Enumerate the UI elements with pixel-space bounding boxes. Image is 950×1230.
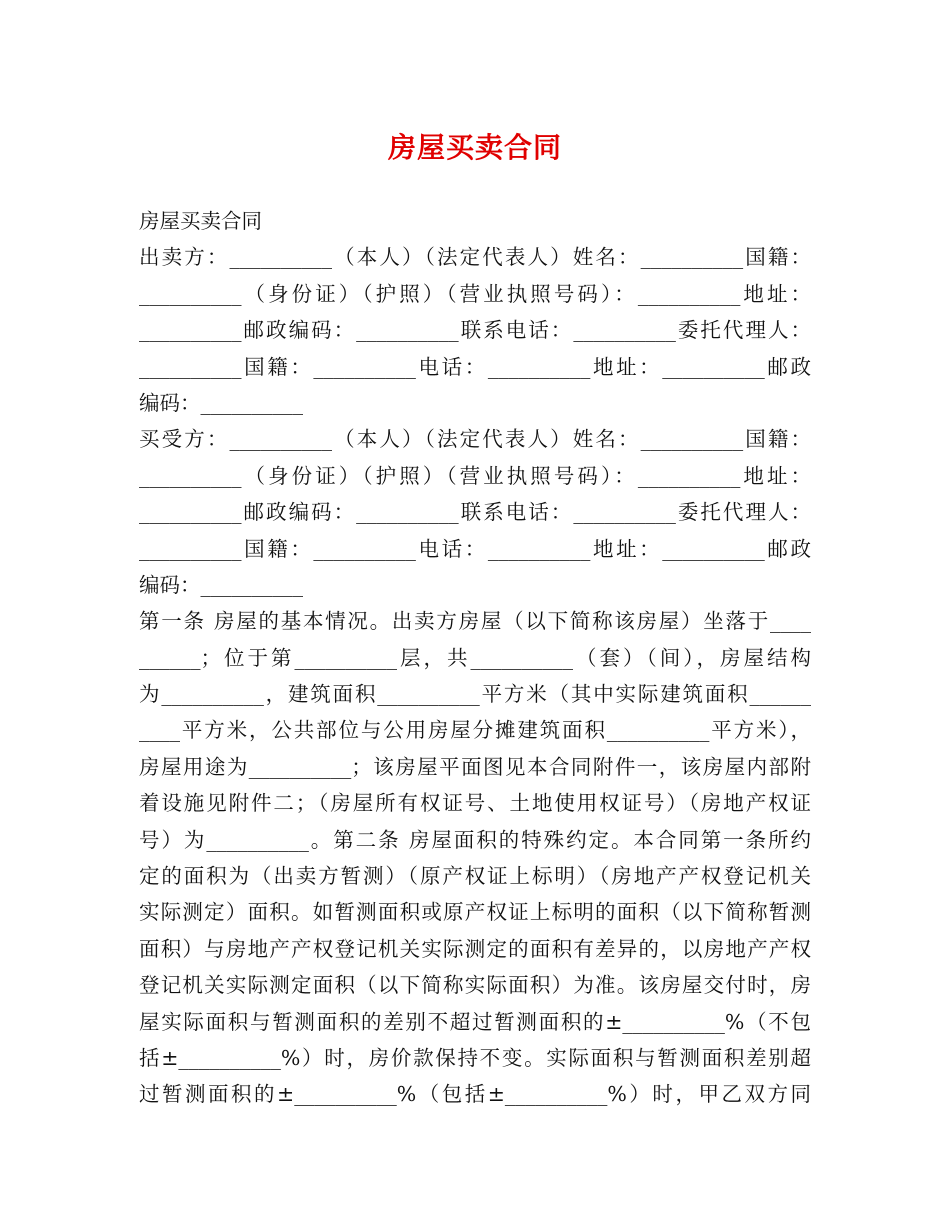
document-title: 房屋买卖合同: [387, 131, 562, 164]
body-line: ____平方米，公共部位与公用房屋分摊建筑面积__________平方米），: [139, 718, 811, 743]
body-line: 面积）与房地产产权登记机关实际测定的面积有差异的，以房地产产权: [139, 936, 811, 961]
body-line: 括±__________%）时，房价款保持不变。实际面积与暂测面积差别超: [139, 1045, 811, 1070]
body-line: ______；位于第__________层，共__________（套）（间），房屋结构: [139, 645, 811, 670]
body-line: 编码：__________: [139, 390, 303, 415]
body-line: 实际测定）面积。如暂测面积或原产权证上标明的面积（以下简称暂测: [139, 900, 811, 925]
body-line: 着设施见附件二；（房屋所有权证号、土地使用权证号）（房地产权证: [139, 791, 811, 816]
body-line: 房屋用途为__________；该房屋平面图见本合同附件一，该房屋内部附: [139, 754, 811, 779]
body-line: 登记机关实际测定面积（以下简称实际面积）为准。该房屋交付时，房: [139, 973, 811, 998]
body-line: 过暂测面积的±__________%（包括±__________%）时，甲乙双方同: [139, 1082, 811, 1107]
body-line: 号）为__________。第二条 房屋面积的特殊约定。本合同第一条所约: [139, 827, 811, 852]
body-line: 出卖方：__________（本人）（法定代表人）姓名：__________国籍：: [139, 245, 811, 270]
body-line: __________国籍：__________电话：__________地址：__________邮政: [139, 536, 811, 561]
body-line: __________国籍：__________电话：__________地址：__________邮政: [139, 354, 811, 379]
body-line: 买受方：__________（本人）（法定代表人）姓名：__________国籍：: [139, 427, 811, 452]
body-line: __________邮政编码：__________联系电话：__________委托代理人：: [139, 500, 811, 525]
body-line: 为__________，建筑面积__________平方米（其中实际建筑面积______: [139, 682, 811, 707]
body-line: 第一条 房屋的基本情况。出卖方房屋（以下简称该房屋）坐落于____: [139, 609, 811, 634]
body-line: __________（身份证）（护照）（营业执照号码）：__________地址：: [139, 463, 811, 488]
body-line: __________邮政编码：__________联系电话：__________委托代理人：: [139, 318, 811, 343]
body-line: __________（身份证）（护照）（营业执照号码）：__________地址：: [139, 281, 811, 306]
body-line: 屋实际面积与暂测面积的差别不超过暂测面积的±__________%（不包: [139, 1009, 811, 1034]
body-line: 定的面积为（出卖方暂测）（原产权证上标明）（房地产产权登记机关: [139, 864, 811, 889]
body-line: 编码：__________: [139, 572, 303, 597]
contract-body: [139, 203, 811, 1113]
body-line: 房屋买卖合同: [139, 209, 262, 233]
